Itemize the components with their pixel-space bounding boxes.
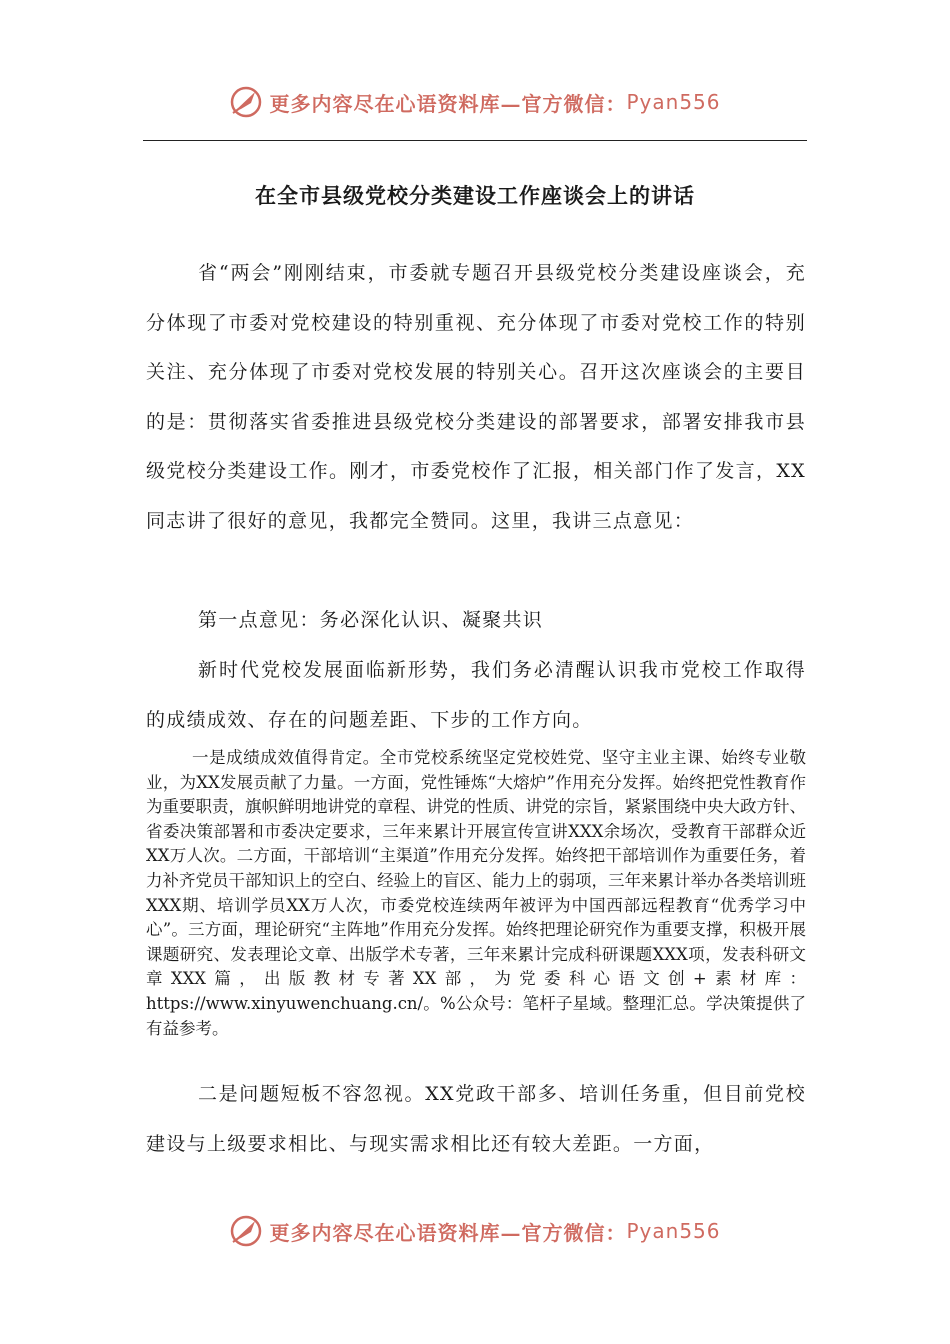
section-heading-1: 第一点意见：务必深化认识、凝聚共识 <box>198 609 544 631</box>
watermark-wechat-id: Pyan556 <box>626 90 721 114</box>
watermark-text: 更多内容尽在心语资料库—官方微信： <box>269 1220 627 1245</box>
quill-logo-icon <box>229 1214 263 1248</box>
watermark-footer <box>0 1211 950 1251</box>
watermark-header <box>0 82 950 122</box>
header-divider <box>143 140 807 141</box>
paragraph-intro: 省“两会”刚刚结束，市委就专题召开县级党校分类建设座谈会，充分体现了市委对党校建设的特别重视、充分体现了市委对党校工作的特别关注、充分体现了市委对党校发展的特别关心。召开这次座谈会的主要目的是：贯彻落实省委推进县级党校分类建设的部署要求，部署安排我市县级党校分类建设工作。刚才，市委党校作了汇报，相关部门作了发言，XX同志讲了很好的意见，我都完全赞同。这里，我讲三点意见： <box>146 262 806 532</box>
quill-logo-icon <box>229 85 263 119</box>
paragraph-problems: 二是问题短板不容忽视。XX党政干部多、培训任务重，但目前党校建设与上级要求相比、与现实需求相比还有较大差距。一方面， <box>146 1083 806 1155</box>
paragraph-achievements: 一是成绩成效值得肯定。全市党校系统坚定党校姓党、坚守主业主课、始终专业敬业，为XX发展贡献了力量。一方面，党性锤炼“大熔炉”作用充分发挥。始终把党性教育作为重要职责，旗帜鲜明地讲党的章程、讲党的性质、讲党的宗旨，紧紧围绕中央大政方针、省委决策部署和市委决定要求，三年来累计开展宣传宣讲XXX余场次，受教育干部群众近XX万人次。二方面，干部培训“主渠道”作用充分发挥。始终把干部培训作为重要任务，着力补齐党员干部知识上的空白、经验上的盲区、能力上的弱项，三年来累计举办各类培训班XXX期、培训学员XX万人次，市委党校连续两年被评为中国西部远程教育“优秀学习中心”。三方面，理论研究“主阵地”作用充分发挥。始终把理论研究作为重要支撑，积极开展课题研究、发表理论文章、出版学术专著，三年来累计完成科研课题XXX项，发表科研文章XXX篇，出版教材专著XX部，为党委科心语文创+素材库：https://www.xinyuwenchuang.cn/。%公众号：笔杆子星域。整理汇总。学决策提供了有益参考。 <box>146 748 806 1038</box>
watermark-text: 更多内容尽在心语资料库—官方微信： <box>269 91 627 116</box>
paragraph-overview: 新时代党校发展面临新形势，我们务必清醒认识我市党校工作取得的成绩成效、存在的问题差距、下步的工作方向。 <box>146 659 806 731</box>
watermark-wechat-id: Pyan556 <box>626 1219 721 1243</box>
document-title: 在全市县级党校分类建设工作座谈会上的讲话 <box>255 184 695 208</box>
